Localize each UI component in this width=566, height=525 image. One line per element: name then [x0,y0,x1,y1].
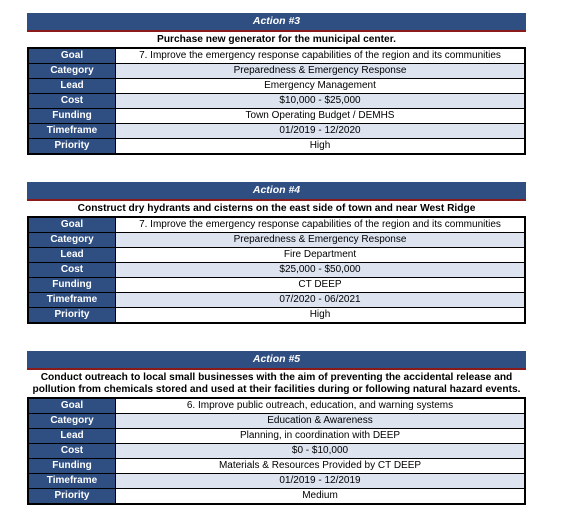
priority-label: Priority [28,489,116,505]
funding-label: Funding [28,109,116,124]
table-row [28,278,525,293]
table-row [28,293,525,308]
action-header: Action #5 [27,351,526,370]
priority-value: High [116,139,526,155]
action-block-5 [27,351,526,505]
action-title-line-2: pollution from chemicals stored and used at their facilities during or following natural hazard events. [32,384,521,395]
table-row [28,124,525,139]
action-table [27,216,526,324]
priority-value: High [116,308,526,324]
table-row [28,414,525,429]
action-block-4 [27,182,526,324]
table-row [28,109,525,124]
funding-label: Funding [28,278,116,293]
lead-value: Fire Department [116,248,526,263]
priority-value: Medium [116,489,526,505]
lead-label: Lead [28,79,116,94]
action-header: Action #3 [27,13,526,32]
table-row [28,474,525,489]
table-row [28,459,525,474]
timeframe-value: 01/2019 - 12/2020 [116,124,526,139]
table-row [28,429,525,444]
funding-value: CT DEEP [116,278,526,293]
action-title-line-1: Conduct outreach to local small businesses with the aim of preventing the accidental release and [40,372,513,383]
action-title [27,370,526,397]
category-label: Category [28,64,116,79]
lead-value: Emergency Management [116,79,526,94]
category-label: Category [28,414,116,429]
cost-label: Cost [28,444,116,459]
timeframe-label: Timeframe [28,293,116,308]
table-row [28,64,525,79]
timeframe-value: 07/2020 - 06/2021 [116,293,526,308]
lead-label: Lead [28,429,116,444]
action-table [27,47,526,155]
table-row [28,444,525,459]
cost-label: Cost [28,94,116,109]
table-row [28,263,525,278]
lead-label: Lead [28,248,116,263]
action-title: Purchase new generator for the municipal center. [157,34,396,45]
goal-value: 6. Improve public outreach, education, and warning systems [116,398,526,414]
category-value: Education & Awareness [116,414,526,429]
timeframe-label: Timeframe [28,474,116,489]
funding-label: Funding [28,459,116,474]
category-label: Category [28,233,116,248]
table-row [28,79,525,94]
cost-value: $25,000 - $50,000 [116,263,526,278]
cost-value: $0 - $10,000 [116,444,526,459]
table-row [28,94,525,109]
table-row [28,217,525,233]
table-row [28,248,525,263]
goal-label: Goal [28,48,116,64]
priority-label: Priority [28,139,116,155]
action-block-3 [27,13,526,155]
action-header: Action #4 [27,182,526,201]
table-row [28,233,525,248]
goal-label: Goal [28,398,116,414]
funding-value: Materials & Resources Provided by CT DEEP [116,459,526,474]
action-title: Construct dry hydrants and cisterns on the east side of town and near West Ridge [77,203,476,214]
table-row [28,48,525,64]
goal-value: 7. Improve the emergency response capabilities of the region and its communities [116,217,526,233]
lead-value: Planning, in coordination with DEEP [116,429,526,444]
table-row [28,139,525,155]
priority-label: Priority [28,308,116,324]
action-table [27,397,526,505]
funding-value: Town Operating Budget / DEMHS [116,109,526,124]
cost-label: Cost [28,263,116,278]
goal-label: Goal [28,217,116,233]
timeframe-label: Timeframe [28,124,116,139]
table-row [28,308,525,324]
category-value: Preparedness & Emergency Response [116,64,526,79]
timeframe-value: 01/2019 - 12/2019 [116,474,526,489]
table-row [28,489,525,505]
category-value: Preparedness & Emergency Response [116,233,526,248]
cost-value: $10,000 - $25,000 [116,94,526,109]
table-row [28,398,525,414]
goal-value: 7. Improve the emergency response capabilities of the region and its communities [116,48,526,64]
